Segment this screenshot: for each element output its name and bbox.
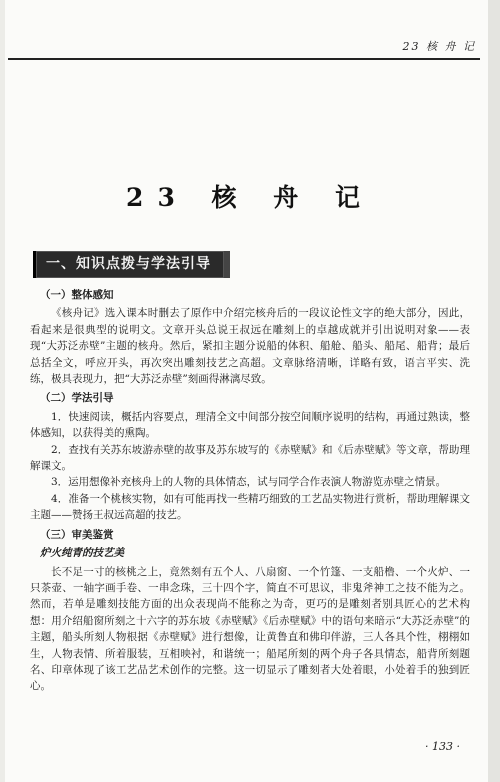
section-banner xyxy=(33,251,224,278)
subsection-heading: （三）审美鉴赏 xyxy=(40,528,114,541)
subsection-heading: （二）学法引导 xyxy=(40,392,114,405)
running-head: 23 核 舟 记 xyxy=(402,40,476,53)
subsection-heading: （一）整体感知 xyxy=(40,289,114,301)
paragraph: 2．查找有关苏东坡游赤壁的故事及苏东坡写的《赤壁赋》和《后赤壁赋》等文章，帮助理解课文。 xyxy=(30,443,470,473)
header-rule xyxy=(8,58,480,60)
chapter-title: 23 核 舟 记 xyxy=(126,183,374,212)
body-text xyxy=(30,284,470,695)
paragraph: 1．快速阅读，概括内容要点，理清全文中间部分按空间顺序说明的结构，再通过熟读，整体感知，以获得美的熏陶。 xyxy=(30,410,470,440)
paragraph: 长不足一寸的核桃之上，竟然刻有五个人、八扇窗、一个竹篷、一支船橹、一个火炉、一只茶壶、一轴字画手卷、一串念珠，三十四个字，简直不可思议，非鬼斧神工之技不能为之。然而，若单是雕刻技能方面的出众表现尚不能称之为奇，更巧的是雕刻者别具匠心的艺术构想：用介绍船窗所刻之十六字的苏东坡《赤壁赋》《后赤壁赋》中的语句来暗示“大苏泛赤壁”的主题，船头所刻人物根据《赤壁赋》进行想像，让黄鲁直和佛印伴游，三人各具个性，栩栩如生，人物表情、所着服装，互相映衬，和谐统一；船尾所刻的两个舟子各具情态，船背所刻题名、印章体现了该工艺品艺术创作的完整。这一切显示了雕刻者大处着眼，小处着手的独到匠心。 xyxy=(30,565,470,693)
paragraph: 《核舟记》选入课本时删去了原作中介绍完核舟后的一段议论性文字的绝大部分，因此，看起来是很典型的说明文。文章开头总说王叔远在雕刻上的卓越成就并引出说明对象——表现“大苏泛赤壁”主题的核舟。然后，紧扣主题分说船的体积、船舱、船头、船尾、船背；最后总括全文，呼应开头，再次突出雕刻技艺之高超。文章脉络清晰，详略有致，语言平实、洗练，极具表现力，把“大苏泛赤壁”刻画得淋漓尽致。 xyxy=(30,307,470,386)
section-banner-label: 一、知识点拨与学法引导 xyxy=(46,256,211,272)
banner-tail xyxy=(224,251,230,278)
italic-subheading: 炉火纯青的技艺美 xyxy=(40,547,124,560)
paragraph: 4．准备一个桃核实物，如有可能再找一些精巧细致的工艺品实物进行赏析，帮助理解课文主题——赞扬王叔远高超的技艺。 xyxy=(30,492,470,522)
paragraph: 3．运用想像补充核舟上的人物的具体情态，试与同学合作表演人物游览赤壁之情景。 xyxy=(51,476,447,489)
page-number: · 133 · xyxy=(425,740,460,753)
